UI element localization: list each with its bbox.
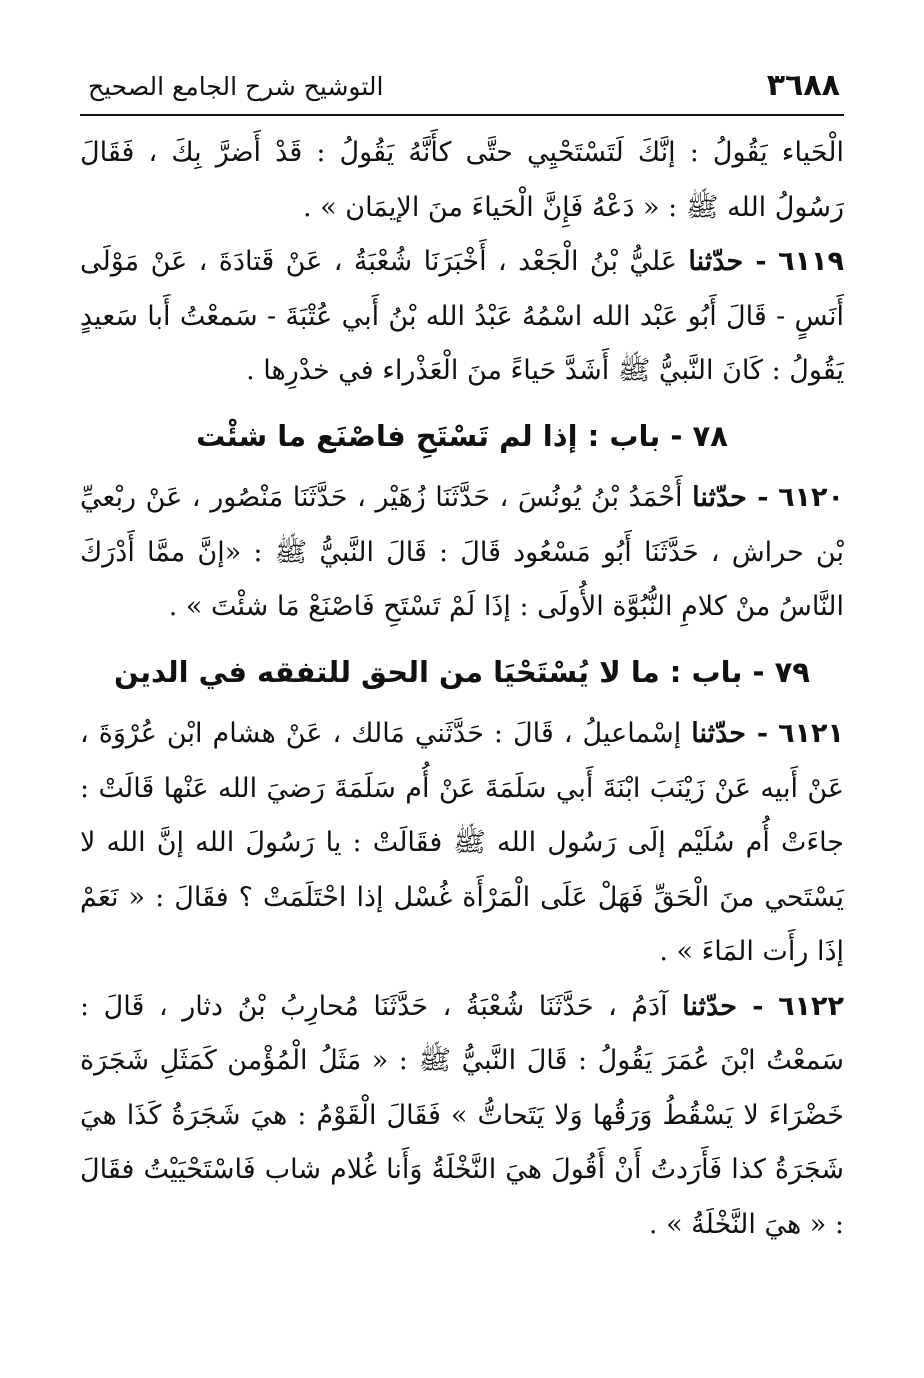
hadith-number: ٦١٢٢ [778, 990, 844, 1022]
hadith-6119: ٦١١٩ - حدّثنا عَليُّ بْنُ الْجَعْد ، أَخْبَرَنَا شُعْبَةُ ، عَنْ قَتادَةَ ، عَنْ مَوْلَى أَنَسٍ - قَالَ أَبُو عَبْد الله اسْمُهُ عَبْدُ الله بْنُ أَبي عُتْبَةَ - سَمعْتُ أَبا سَعيدٍ يَقُولُ : كَانَ النَّبيُّ ﷺ أَشَدَّ حَياءً منَ الْعَذْراء في خدْرِها . [80, 246, 844, 386]
hadith-6121: ٦١٢١ - حدّثنا إسْماعيلُ ، قَالَ : حَدَّثَني مَالك ، عَنْ هشام ابْن عُرْوَةَ ، عَنْ أَبيه عَنْ زَيْنَبَ ابْنَةَ أَبي سَلَمَةَ عَنْ أُم سَلَمَةَ رَضيَ الله عَنْها قَالَتْ : جاءَتْ أُم سُلَيْم إلَى رَسُول الله ﷺ فقَالَتْ : يا رَسُولَ الله إنَّ الله لا يَسْتَحي منَ الْحَقِّ فَهَلْ عَلَى الْمَرْأَة غُسْل إذا احْتَلَمَتْ ؟ فقَالَ : « نَعَمْ إذَا رأَت المَاءَ » . [80, 718, 844, 967]
hadith-number: ٦١٢٠ [778, 482, 844, 513]
chapter-heading-79: ٧٩ - باب : ما لا يُسْتَحْيَا من الحق للتفقه في الدين [113, 654, 811, 689]
hadith-text: إسْماعيلُ ، قَالَ : حَدَّثَني مَالك ، عَنْ هشام ابْن عُرْوَةَ ، عَنْ أَبيه عَنْ زَيْنَبَ ابْنَةَ أَبي سَلَمَةَ عَنْ أُم سَلَمَةَ رَضيَ الله عَنْها قَالَتْ : جاءَتْ أُم سُلَيْم إلَى رَسُول الله ﷺ فقَالَتْ : يا رَسُولَ الله إنَّ الله لا يَسْتَحي منَ الْحَقِّ فَهَلْ عَلَى الْمَرْأَة غُسْل إذا احْتَلَمَتْ ؟ فقَالَ : « نَعَمْ إذَا رأَت المَاءَ » . [80, 718, 844, 967]
hadith-6122: ٦١٢٢ - حدّثنا آدَمُ ، حَدَّثَنَا شُعْبَةُ ، حَدَّثَنَا مُحارِبُ بْنُ دثار ، قَالَ : سَمعْتُ ابْنَ عُمَرَ يَقُولُ : قَالَ النَّبيُّ ﷺ : « مَثَلُ الْمُؤْمن كَمَثَلِ شَجَرَة خَضْرَاءَ لا يَسْقُطُ وَرَقُها وَلا يَتَحاتُّ » فَقَالَ الْقَوْمُ : هيَ شَجَرَةُ كَذَا هيَ شَجَرَةُ كذا فَأَرَدتُ أَنْ أَقُولَ هيَ النَّخْلَةُ وَأَنا غُلام شاب فَاسْتَحْيَيْتُ فقَالَ : « هيَ النَّخْلَةُ » . [80, 990, 844, 1240]
hadith-lead: حدّثنا [691, 718, 746, 749]
hadith-text: آدَمُ ، حَدَّثَنَا شُعْبَةُ ، حَدَّثَنَا مُحارِبُ بْنُ دثار ، قَالَ : سَمعْتُ ابْنَ عُمَرَ يَقُولُ : قَالَ النَّبيُّ ﷺ : « مَثَلُ الْمُؤْمن كَمَثَلِ شَجَرَة خَضْرَاءَ لا يَسْقُطُ وَرَقُها وَلا يَتَحاتُّ » فَقَالَ الْقَوْمُ : هيَ شَجَرَةُ كَذَا هيَ شَجَرَةُ كذا فَأَرَدتُ أَنْ أَقُولَ هيَ النَّخْلَةُ وَأَنا غُلام شاب فَاسْتَحْيَيْتُ فقَالَ : « هيَ النَّخْلَةُ » . [80, 990, 844, 1240]
hadith-lead: حدّثنا [688, 246, 744, 277]
continuation-paragraph [80, 126, 844, 235]
hadith-text: أَحْمَدُ بْنُ يُونُسَ ، حَدَّثَنَا زُهَيْر ، حَدَّثَنَا مَنْصُور ، عَنْ ربْعيِّ بْن حراش ، حَدَّثَنَا أَبُو مَسْعُود قَالَ : قَالَ النَّبيُّ ﷺ : «إنَّ ممَّا أَدْرَكَ النَّاسُ منْ كلامِ النُّبُوَّة الأُولَى : إذَا لَمْ تَسْتَحِ فَاصْنَعْ مَا شئْتَ » . [80, 482, 844, 622]
page-header [80, 68, 844, 108]
hadith-6120: ٦١٢٠ - حدّثنا أَحْمَدُ بْنُ يُونُسَ ، حَدَّثَنَا زُهَيْر ، حَدَّثَنَا مَنْصُور ، عَنْ ربْعيِّ بْن حراش ، حَدَّثَنَا أَبُو مَسْعُود قَالَ : قَالَ النَّبيُّ ﷺ : «إنَّ ممَّا أَدْرَكَ النَّاسُ منْ كلامِ النُّبُوَّة الأُولَى : إذَا لَمْ تَسْتَحِ فَاصْنَعْ مَا شئْتَ » . [80, 482, 844, 622]
page-body [80, 126, 844, 1252]
running-title: التوشيح شرح الجامع الصحيح [88, 72, 384, 101]
chapter-heading-78: ٧٨ - باب : إذا لم تَسْتَحِ فاصْنَع ما شئْت [196, 418, 728, 453]
hadith-text: عَليُّ بْنُ الْجَعْد ، أَخْبَرَنَا شُعْبَةُ ، عَنْ قَتادَةَ ، عَنْ مَوْلَى أَنَسٍ - قَالَ أَبُو عَبْد الله اسْمُهُ عَبْدُ الله بْنُ أَبي عُتْبَةَ - سَمعْتُ أَبا سَعيدٍ يَقُولُ : كَانَ النَّبيُّ ﷺ أَشَدَّ حَياءً منَ الْعَذْراء في خدْرِها . [80, 246, 844, 386]
page-number: ٣٦٨٨ [766, 68, 840, 103]
header-rule [80, 114, 844, 116]
paragraph-text: الْحَياء يَقُولُ : إنَّكَ لَتَسْتَحْيِي حتَّى كأَنَّهُ يَقُولُ : قَدْ أَضرَّ بِكَ ، فَقَالَ رَسُولُ الله ﷺ : « دَعْهُ فَإِنَّ الْحَياءَ منَ الإيمَان » . [80, 137, 844, 223]
hadith-lead: حدّثنا [682, 990, 737, 1022]
hadith-number: ٦١١٩ [778, 246, 844, 277]
hadith-lead: حدّثنا [692, 482, 747, 513]
hadith-number: ٦١٢١ [778, 718, 844, 749]
